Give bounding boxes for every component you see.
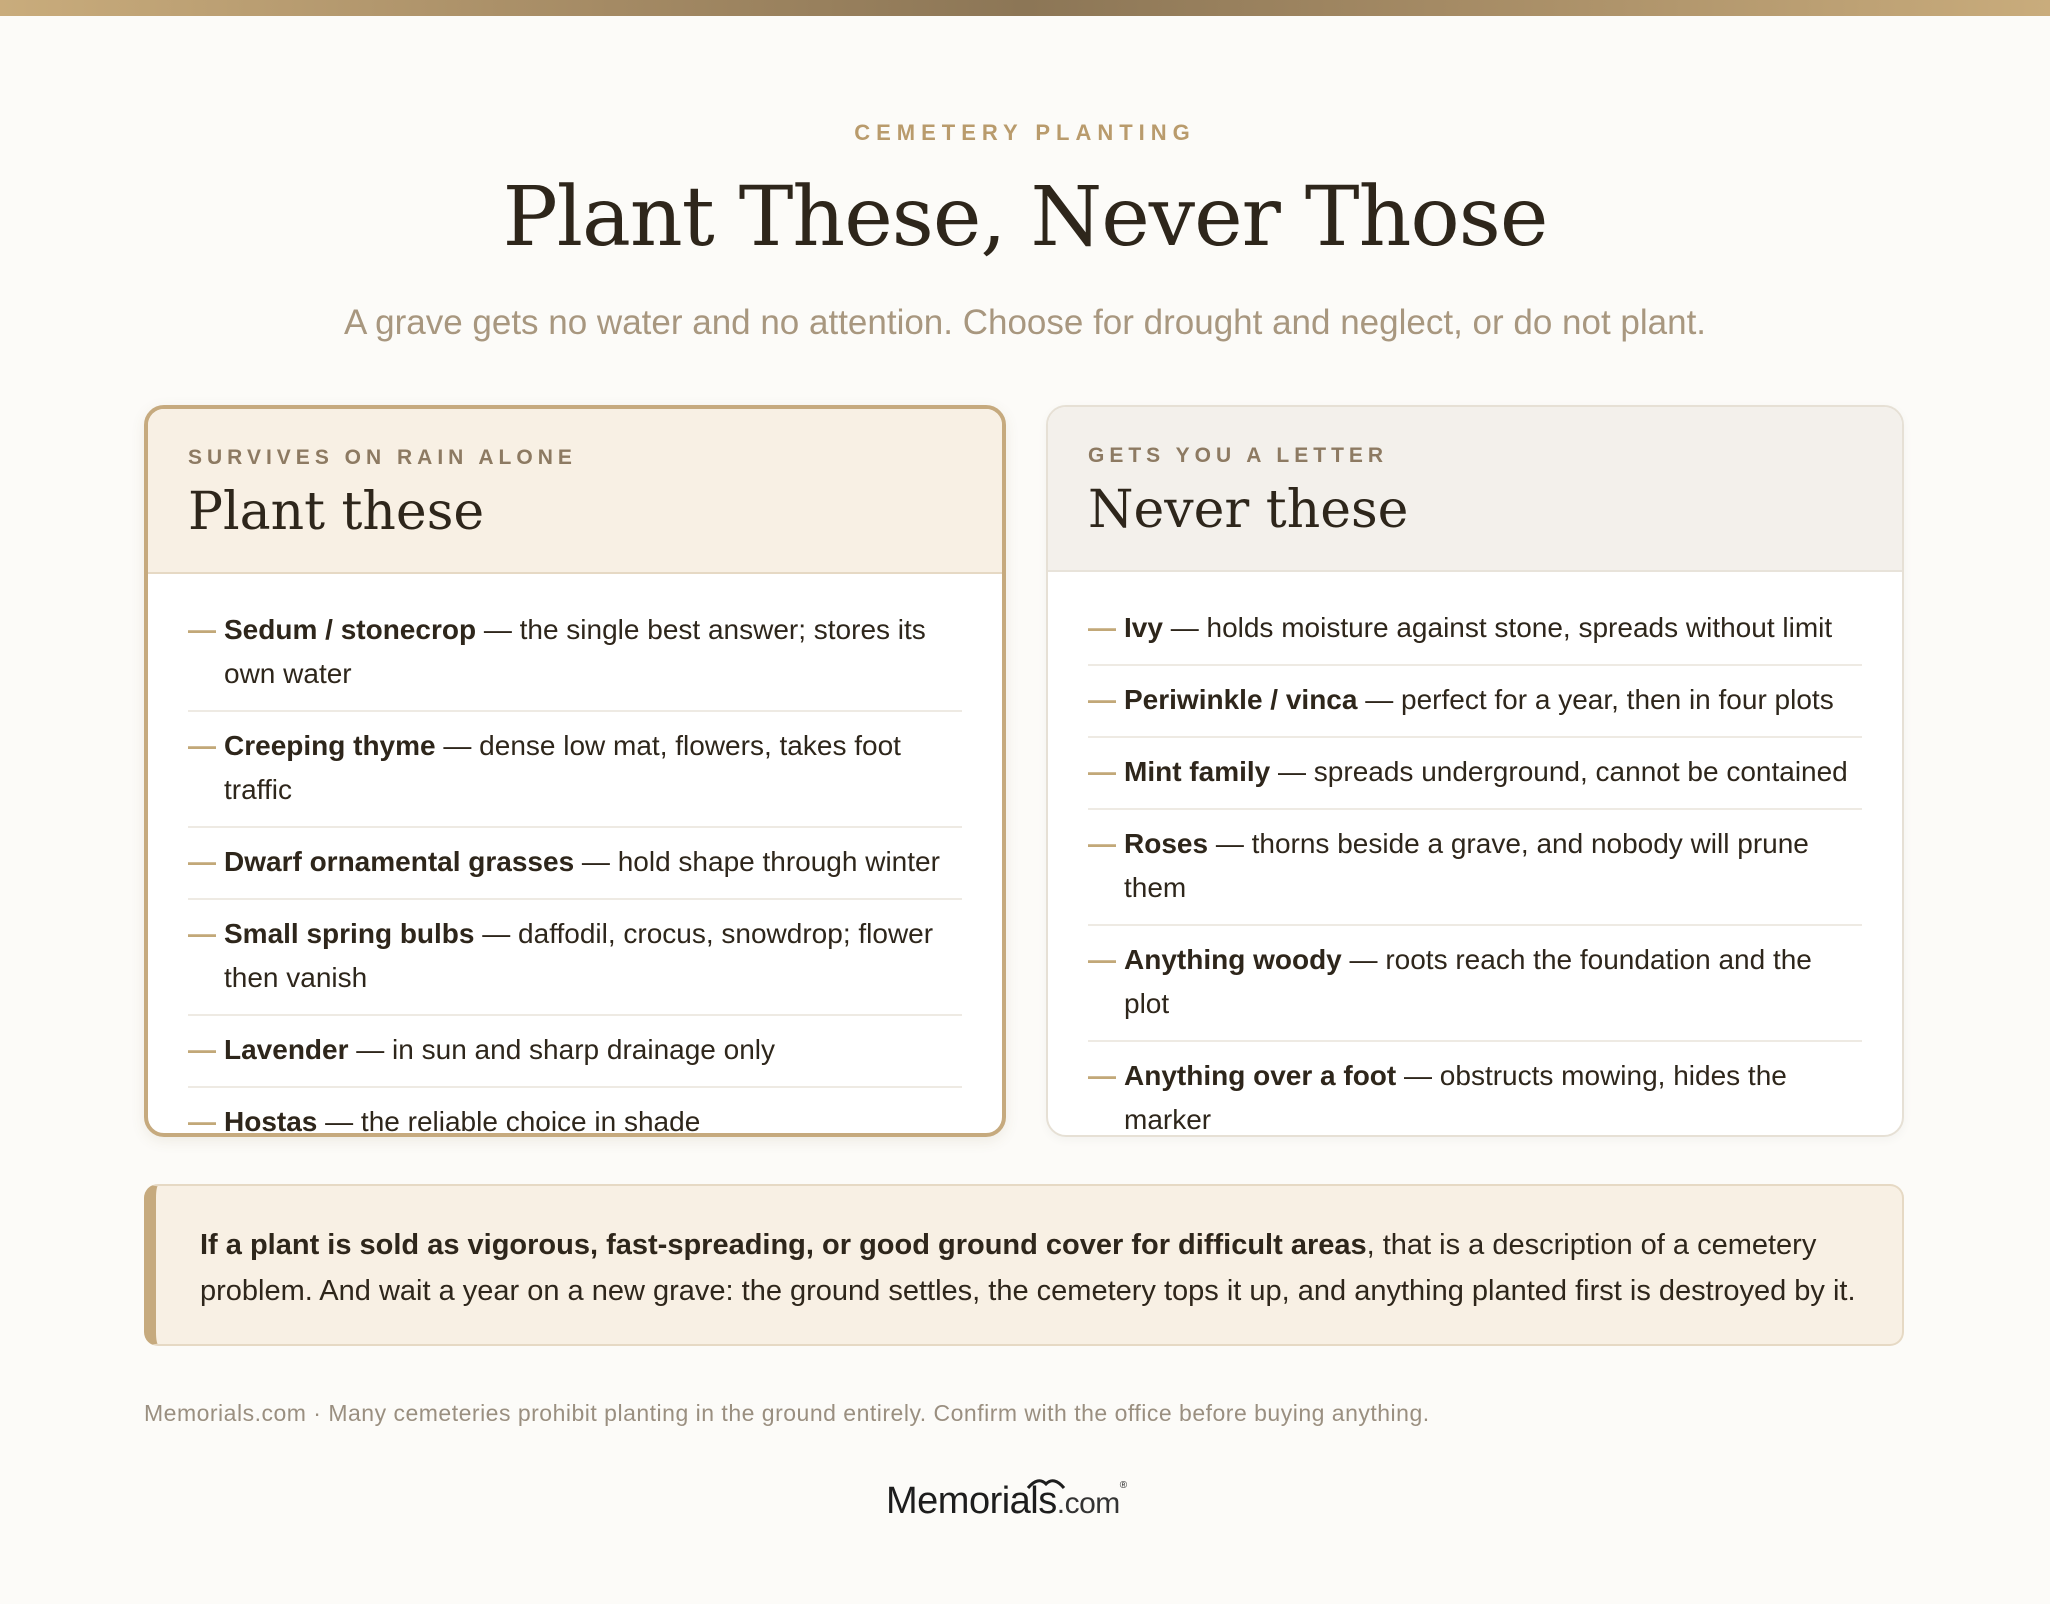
- dash-marker: —: [1088, 828, 1116, 859]
- item-name: Anything woody: [1124, 944, 1342, 975]
- footnote: Memorials.com · Many cemeteries prohibit planting in the ground entirely. Confirm with the office before buying anything.: [144, 1400, 1430, 1426]
- item-desc: — dense low mat, flowers, takes foot traffic: [224, 730, 901, 805]
- plant-these-list: [148, 574, 1002, 1137]
- list-item: [1088, 666, 1862, 738]
- list-item: [188, 828, 962, 900]
- item-desc: — hold shape through winter: [581, 846, 940, 877]
- list-item: [188, 1088, 962, 1137]
- item-desc: — obstructs mowing, hides the marker: [1124, 1060, 1787, 1135]
- never-these-card: [1046, 405, 1904, 1137]
- item-name: Ivy: [1124, 612, 1163, 643]
- list-item: [188, 1016, 962, 1088]
- item-desc: — perfect for a year, then in four plots: [1365, 684, 1834, 715]
- item-name: Hostas: [224, 1106, 318, 1137]
- item-name: Anything over a foot: [1124, 1060, 1397, 1091]
- page-subtitle: A grave gets no water and no attention. Choose for drought and neglect, or do not plant.: [343, 303, 1707, 342]
- item-name: Periwinkle / vinca: [1124, 684, 1358, 715]
- memorials-logo[interactable]: [886, 1480, 1127, 1540]
- card-kicker: GETS YOU A LETTER: [1088, 444, 1389, 467]
- plant-these-card-header: [148, 409, 1002, 574]
- card-kicker: SURVIVES ON RAIN ALONE: [188, 446, 577, 469]
- callout-bold-text: If a plant is sold as vigorous, fast-spreading, or good ground cover for difficult areas: [200, 1229, 1367, 1261]
- dash-marker: —: [188, 1106, 216, 1137]
- item-desc: — daffodil, crocus, snowdrop; flower then vanish: [224, 918, 934, 993]
- logo-registered: ®: [1119, 1480, 1127, 1491]
- item-name: Small spring bulbs: [224, 918, 475, 949]
- item-desc: — spreads underground, cannot be contained: [1278, 756, 1848, 787]
- eyebrow-label: CEMETERY PLANTING: [854, 120, 1196, 145]
- list-item: [1088, 1042, 1862, 1137]
- item-name: Creeping thyme: [224, 730, 436, 761]
- item-name: Lavender: [224, 1034, 349, 1065]
- dash-marker: —: [188, 614, 216, 645]
- dash-marker: —: [1088, 684, 1116, 715]
- list-item: [1088, 810, 1862, 926]
- dash-marker: —: [1088, 944, 1116, 975]
- list-item: [1088, 738, 1862, 810]
- dash-marker: —: [1088, 756, 1116, 787]
- dash-marker: —: [188, 918, 216, 949]
- item-desc: — the reliable choice in shade: [325, 1106, 701, 1137]
- dash-marker: —: [188, 730, 216, 761]
- dash-marker: —: [188, 1034, 216, 1065]
- list-item: [188, 596, 962, 712]
- dash-marker: —: [1088, 1060, 1116, 1091]
- never-these-card-header: [1048, 407, 1902, 572]
- item-desc: — in sun and sharp drainage only: [356, 1034, 775, 1065]
- page-title: Plant These, Never Those: [502, 170, 1548, 265]
- bird-icon: [1026, 1474, 1066, 1492]
- dash-marker: —: [1088, 612, 1116, 643]
- card-title: Never these: [1088, 480, 1409, 540]
- list-item: [1088, 594, 1862, 666]
- list-item: [1088, 926, 1862, 1042]
- card-title: Plant these: [188, 482, 485, 542]
- logo-word: Memorials: [886, 1480, 1057, 1522]
- warning-callout: [144, 1184, 1904, 1346]
- logo-suffix: .com: [1056, 1487, 1120, 1520]
- item-desc: — thorns beside a grave, and nobody will prune them: [1124, 828, 1809, 903]
- item-name: Mint family: [1124, 756, 1271, 787]
- callout-text: , that is a description of a cemetery problem. And wait a year on a new grave: the ground settles, the cemetery tops it up, and anything planted first is destroyed by it.: [200, 1229, 1856, 1307]
- never-these-list: [1048, 572, 1902, 1137]
- item-name: Sedum / stonecrop: [224, 614, 477, 645]
- item-name: Roses: [1124, 828, 1209, 859]
- item-desc: — the single best answer; stores its own water: [224, 614, 926, 689]
- item-desc: — holds moisture against stone, spreads without limit: [1170, 612, 1833, 643]
- item-desc: — roots reach the foundation and the plot: [1124, 944, 1812, 1019]
- top-accent-bar: [0, 0, 2050, 16]
- item-name: Dwarf ornamental grasses: [224, 846, 575, 877]
- list-item: [188, 900, 962, 1016]
- dash-marker: —: [188, 846, 216, 877]
- list-item: [188, 712, 962, 828]
- plant-these-card: [144, 405, 1006, 1137]
